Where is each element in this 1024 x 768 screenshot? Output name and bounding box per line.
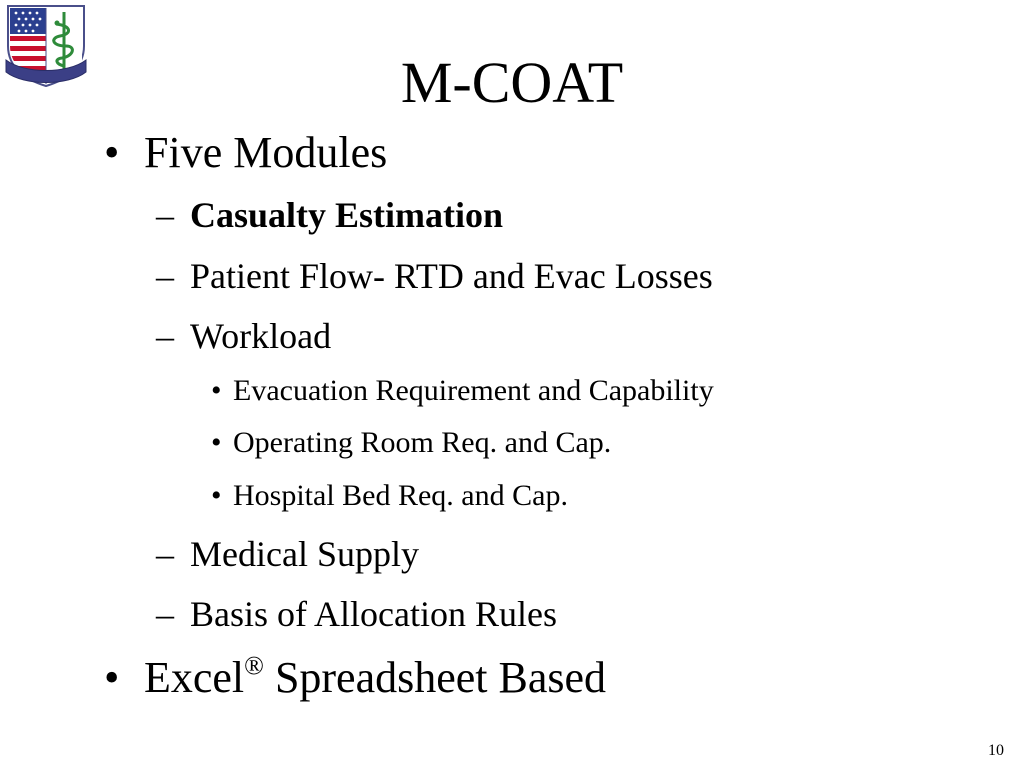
bullet-text: Basis of Allocation Rules: [190, 594, 557, 634]
bullet-text: Excel: [144, 653, 245, 702]
dash-marker: –: [156, 316, 174, 356]
list-item: [104, 128, 388, 178]
list-item: [211, 425, 612, 461]
bullet-text: Operating Room Req. and Cap.: [233, 426, 612, 459]
list-item: [156, 533, 419, 575]
bullet-text: Medical Supply: [190, 534, 419, 574]
page-number: 10: [988, 742, 1004, 759]
bullet-marker: •: [211, 479, 222, 512]
list-item: [156, 194, 504, 236]
bullet-text: Hospital Bed Req. and Cap.: [233, 479, 568, 512]
bullet-marker: •: [104, 128, 120, 177]
bullet-text: Casualty Estimation: [190, 195, 504, 235]
list-item: [156, 315, 332, 357]
bullet-text: Patient Flow- RTD and Evac Losses: [190, 256, 713, 296]
bullet-marker: •: [211, 426, 222, 459]
list-item: [156, 255, 713, 297]
dash-marker: –: [156, 195, 174, 235]
bullet-marker: •: [104, 653, 120, 702]
bullet-marker: •: [211, 374, 222, 407]
bullet-text-suffix: Spreadsheet Based: [263, 653, 607, 702]
slide-title: M-COAT: [400, 50, 624, 115]
dash-marker: –: [156, 534, 174, 574]
dash-marker: –: [156, 256, 174, 296]
list-item: [156, 593, 557, 635]
bullet-text: Workload: [190, 316, 332, 356]
list-item: [211, 478, 568, 514]
bullet-text: Evacuation Requirement and Capability: [233, 374, 714, 407]
list-item: [104, 651, 607, 703]
registered-mark: ®: [244, 651, 264, 680]
list-item: [211, 373, 714, 409]
bullet-text: Five Modules: [144, 128, 388, 177]
dash-marker: –: [156, 594, 174, 634]
